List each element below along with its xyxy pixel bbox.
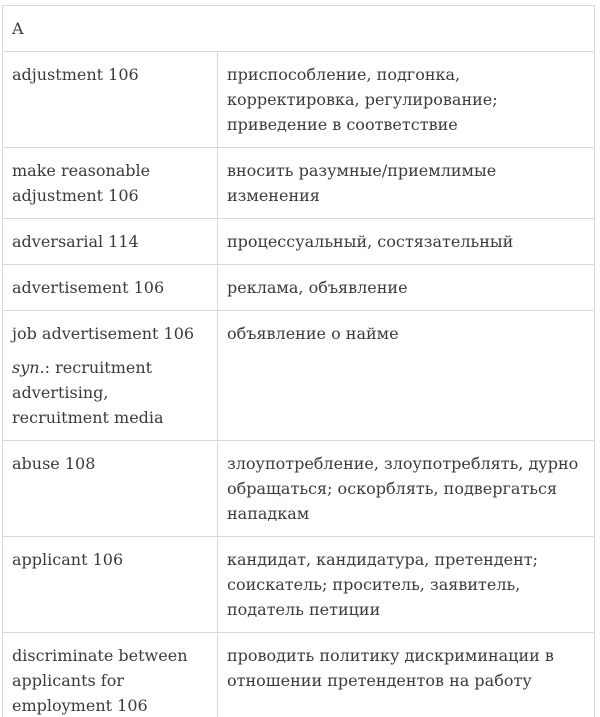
translation-text: процессуальный, состязательный <box>227 232 514 251</box>
table-row <box>3 265 595 311</box>
term-cell <box>3 148 218 219</box>
term-text: discriminate between applicants for employment 106 <box>12 646 188 715</box>
table-row <box>3 52 595 148</box>
translation-cell <box>218 52 595 148</box>
table-row <box>3 148 595 219</box>
table-row <box>3 219 595 265</box>
glossary-table <box>2 5 595 717</box>
term-cell <box>3 311 218 441</box>
translation-text: приспособление, подгонка, корректировка, регулирование; приведение в соответствие <box>227 65 498 134</box>
translation-cell <box>218 633 595 717</box>
term-cell <box>3 633 218 717</box>
translation-cell <box>218 148 595 219</box>
translation-text: кандидат, кандидатура, претендент; соискатель; проситель, заявитель, податель петиции <box>227 550 539 619</box>
synonym-label: syn. <box>12 358 45 377</box>
term-cell <box>3 265 218 311</box>
translation-text: вносить разумные/приемлимые изменения <box>227 161 497 205</box>
translation-text: объявление о найме <box>227 324 399 343</box>
synonym-text: : recruitment advertising, recruitment media <box>12 358 164 427</box>
table-row <box>3 537 595 633</box>
term-text: adversarial 114 <box>12 232 139 251</box>
section-header-row <box>3 6 595 52</box>
translation-cell <box>218 311 595 441</box>
term-text: applicant 106 <box>12 550 124 569</box>
translation-cell <box>218 441 595 537</box>
term-text: adjustment 106 <box>12 65 139 84</box>
term-text: advertisement 106 <box>12 278 165 297</box>
term-text: abuse 108 <box>12 454 96 473</box>
term-cell <box>3 537 218 633</box>
translation-text: злоупотребление, злоупотреблять, дурно обращаться; оскорблять, подвергаться нападкам <box>227 454 579 523</box>
translation-text: реклама, объявление <box>227 278 408 297</box>
term-cell <box>3 441 218 537</box>
table-row <box>3 441 595 537</box>
term-text: job advertisement 106 <box>12 324 195 343</box>
table-row <box>3 633 595 717</box>
term-cell <box>3 52 218 148</box>
translation-text: проводить политику дискриминации в отношении претендентов на работу <box>227 646 554 690</box>
translation-cell <box>218 265 595 311</box>
translation-cell <box>218 219 595 265</box>
table-row <box>3 311 595 441</box>
term-synonyms <box>12 355 207 430</box>
section-letter-header: A <box>3 6 595 52</box>
term-cell <box>3 219 218 265</box>
term-text: make reasonable adjustment 106 <box>12 161 151 205</box>
translation-cell <box>218 537 595 633</box>
